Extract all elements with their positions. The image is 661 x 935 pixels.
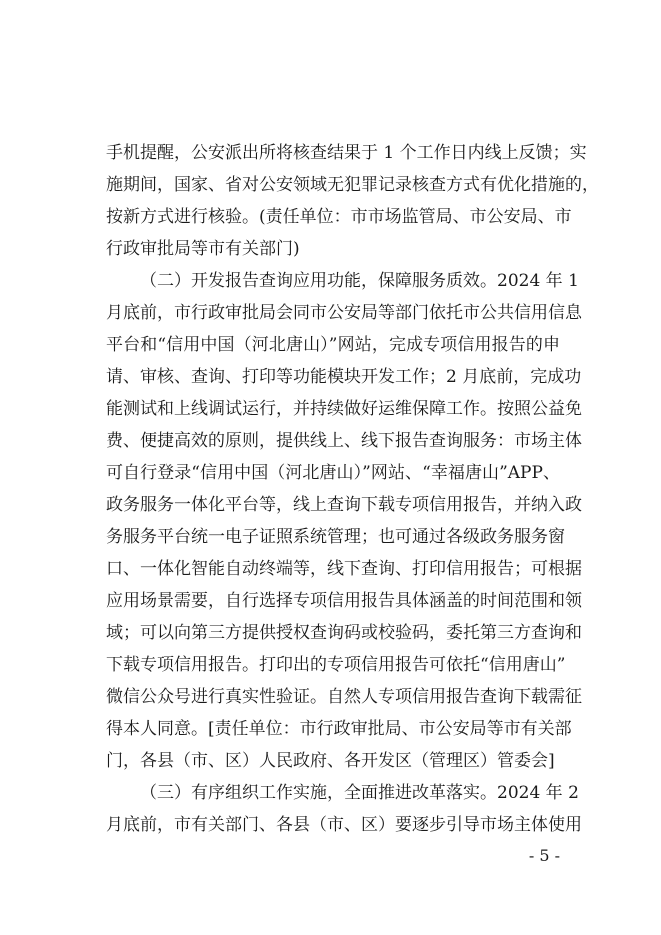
text-line: 手机提醒，公安派出所将核查结果于 1 个工作日内线上反馈；实 — [106, 143, 587, 163]
section-heading-3: （三）有序组织工作实施，全面推进改革落实。2024 年 2 — [140, 783, 579, 803]
text-line: 请、审核、查询、打印等功能模块开发工作；2 月底前，完成功 — [106, 367, 582, 387]
text-line: 务服务平台统一电子证照系统管理；也可通过各级政务服务窗 — [106, 527, 565, 547]
text-line: 门，各县（市、区）人民政府、各开发区（管理区）管委会] — [106, 751, 555, 771]
text-line: 按新方式进行核验。(责任单位：市市场监管局、市公安局、市 — [106, 207, 572, 227]
text-line: 行政审批局等市有关部门) — [106, 239, 300, 259]
text-line: 得本人同意。[责任单位：市行政审批局、市公安局等市有关部 — [106, 719, 572, 739]
page-number: - 5 - — [528, 846, 560, 865]
text-line: 下载专项信用报告。打印出的专项信用报告可依托“信用唐山” — [106, 655, 566, 675]
text-line: 口、一体化智能自动终端等，线下查询、打印信用报告；可根据 — [106, 559, 582, 579]
text-line: 微信公众号进行真实性验证。自然人专项信用报告查询下载需征 — [106, 687, 582, 707]
text-line: 能测试和上线调试运行，并持续做好运维保障工作。按照公益免 — [106, 399, 582, 419]
text-line: 政务服务一体化平台等，线上查询下载专项信用报告，并纳入政 — [106, 495, 582, 515]
text-line: 月底前，市行政审批局会同市公安局等部门依托市公共信用信息 — [106, 303, 582, 323]
text-line: 施期间，国家、省对公安领域无犯罪记录核查方式有优化措施的， — [106, 175, 599, 195]
text-line: 平台和“信用中国（河北唐山）”网站，完成专项信用报告的申 — [106, 335, 560, 355]
text-line: 应用场景需要，自行选择专项信用报告具体涵盖的时间范围和领 — [106, 591, 582, 611]
text-line: 可自行登录“信用中国（河北唐山）”网站、“幸福唐山”APP、 — [106, 463, 560, 483]
text-line: 费、便捷高效的原则，提供线上、线下报告查询服务：市场主体 — [106, 431, 582, 451]
text-line: 域；可以向第三方提供授权查询码或校验码，委托第三方查询和 — [106, 623, 582, 643]
text-line: 月底前，市有关部门、各县（市、区）要逐步引导市场主体使用 — [106, 815, 582, 835]
section-heading-2: （二）开发报告查询应用功能，保障服务质效。2024 年 1 — [140, 271, 579, 291]
